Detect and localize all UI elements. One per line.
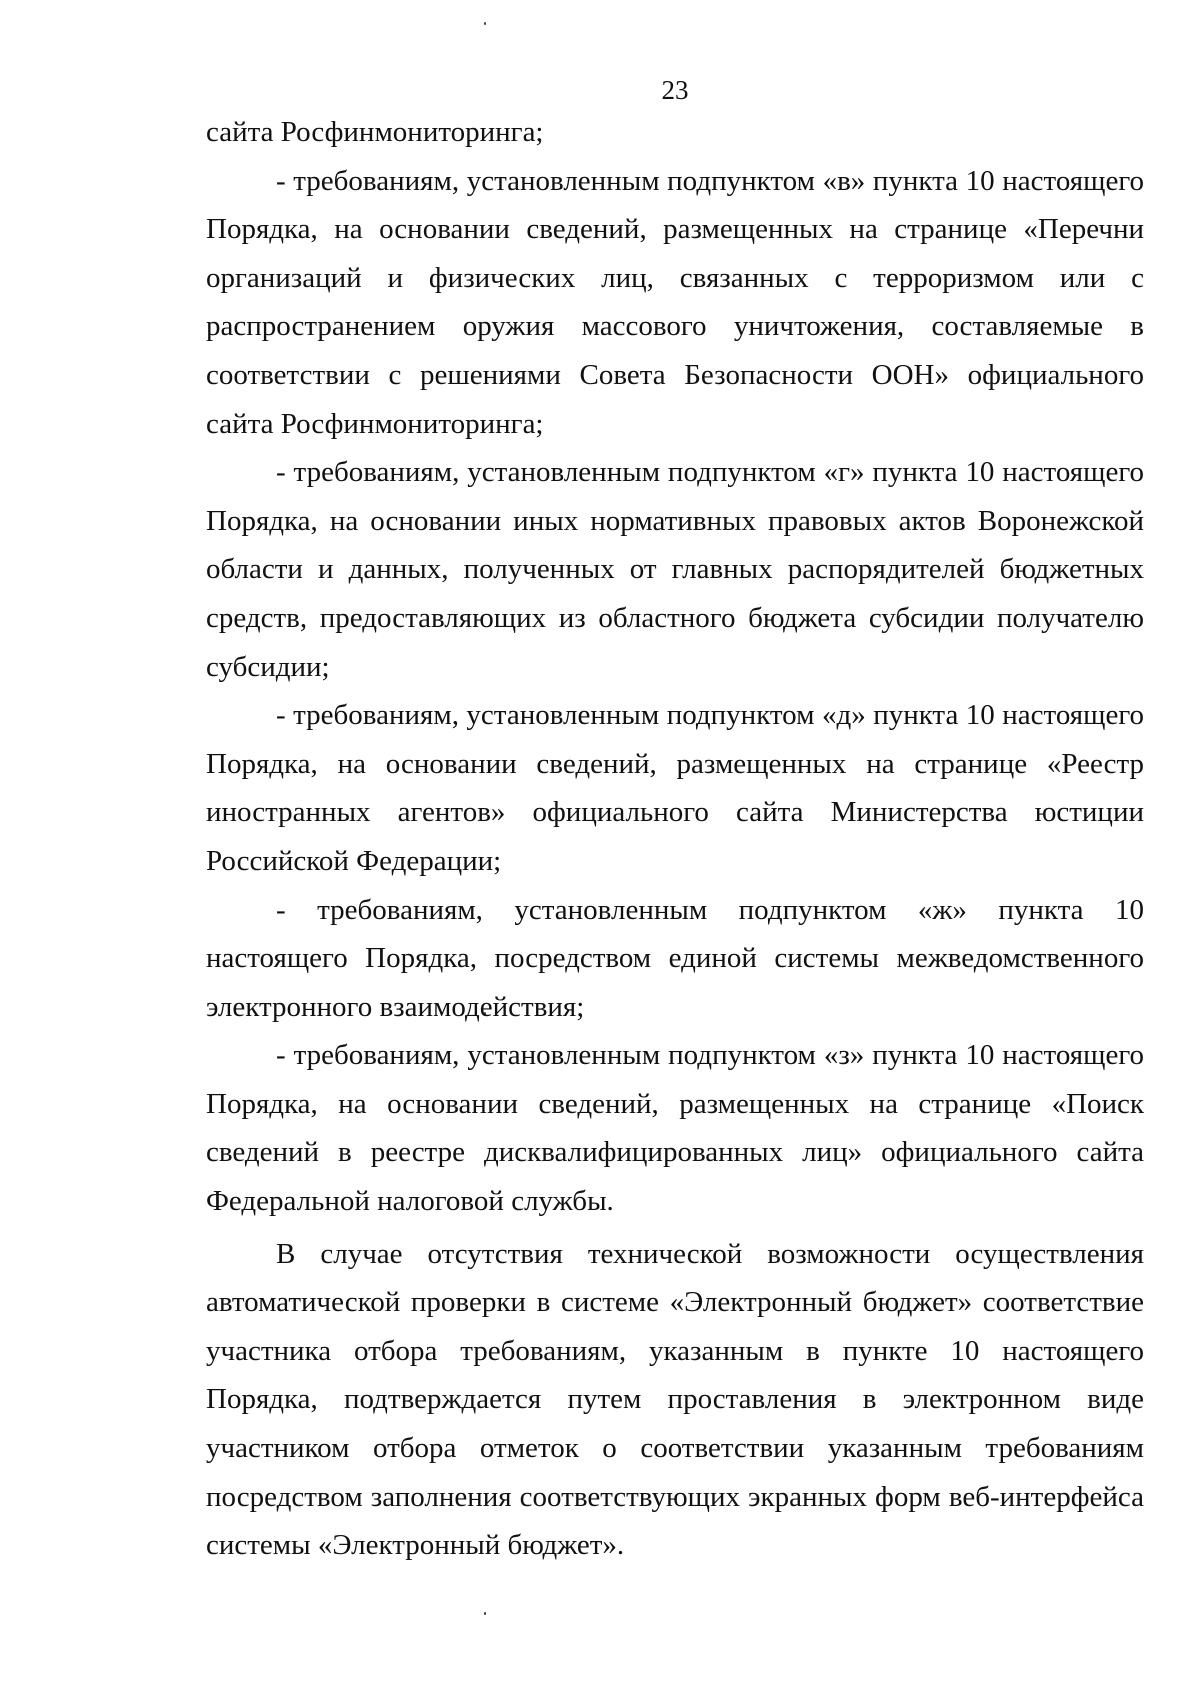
document-body bbox=[206, 108, 1144, 1570]
paragraph-continuation: сайта Росфинмониторинга; bbox=[206, 116, 544, 148]
paragraph-item-g: - требованиям, установленным подпунктом «г» пункта 10 настоящего Порядка, на основании иных нормативных правовых актов Воронежской области и данных, полученных от главных распорядителей бюджетных средств, предоставляющих из областного бюджета субсидии получателю субсидии; bbox=[206, 456, 1144, 683]
scan-speck-top bbox=[484, 22, 486, 25]
scan-speck-bottom bbox=[484, 1612, 486, 1615]
paragraph-final: В случае отсутствия технической возможности осуществления автоматической проверки в системе «Электронный бюджет» соответствие участника отбора требованиям, указанным в пункте 10 настоящего Порядка, подтверждается путем проставления в электронном виде участником отбора отметок о соответствии указанным требованиям посредством заполнения соответствующих экранных форм веб-интерфейса системы «Электронный бюджет». bbox=[206, 1237, 1144, 1562]
paragraph-item-zh: - требованиям, установленным подпунктом «ж» пункта 10 настоящего Порядка, посредством единой системы межведомственного электронного взаимодействия; bbox=[206, 893, 1144, 1023]
page-number: 23 bbox=[661, 75, 689, 105]
paragraph-item-v: - требованиям, установленным подпунктом «в» пункта 10 настоящего Порядка, на основании сведений, размещенных на странице «Перечни организаций и физических лиц, связанных с терроризмом или с распространением оружия массового уничтожения, составляемые в соответствии с решениями Совета Безопасности ООН» официального сайта Росфинмониторинга; bbox=[206, 164, 1144, 440]
paragraph-item-z: - требованиям, установленным подпунктом «з» пункта 10 настоящего Порядка, на основании сведений, размещенных на странице «Поиск сведений в реестре дисквалифицированных лиц» официального сайта Федеральной налоговой службы. bbox=[206, 1039, 1144, 1218]
paragraph-item-d: - требованиям, установленным подпунктом «д» пункта 10 настоящего Порядка, на основании сведений, размещенных на странице «Реестр иностранных агентов» официального сайта Министерства юстиции Российской Федерации; bbox=[206, 699, 1144, 877]
